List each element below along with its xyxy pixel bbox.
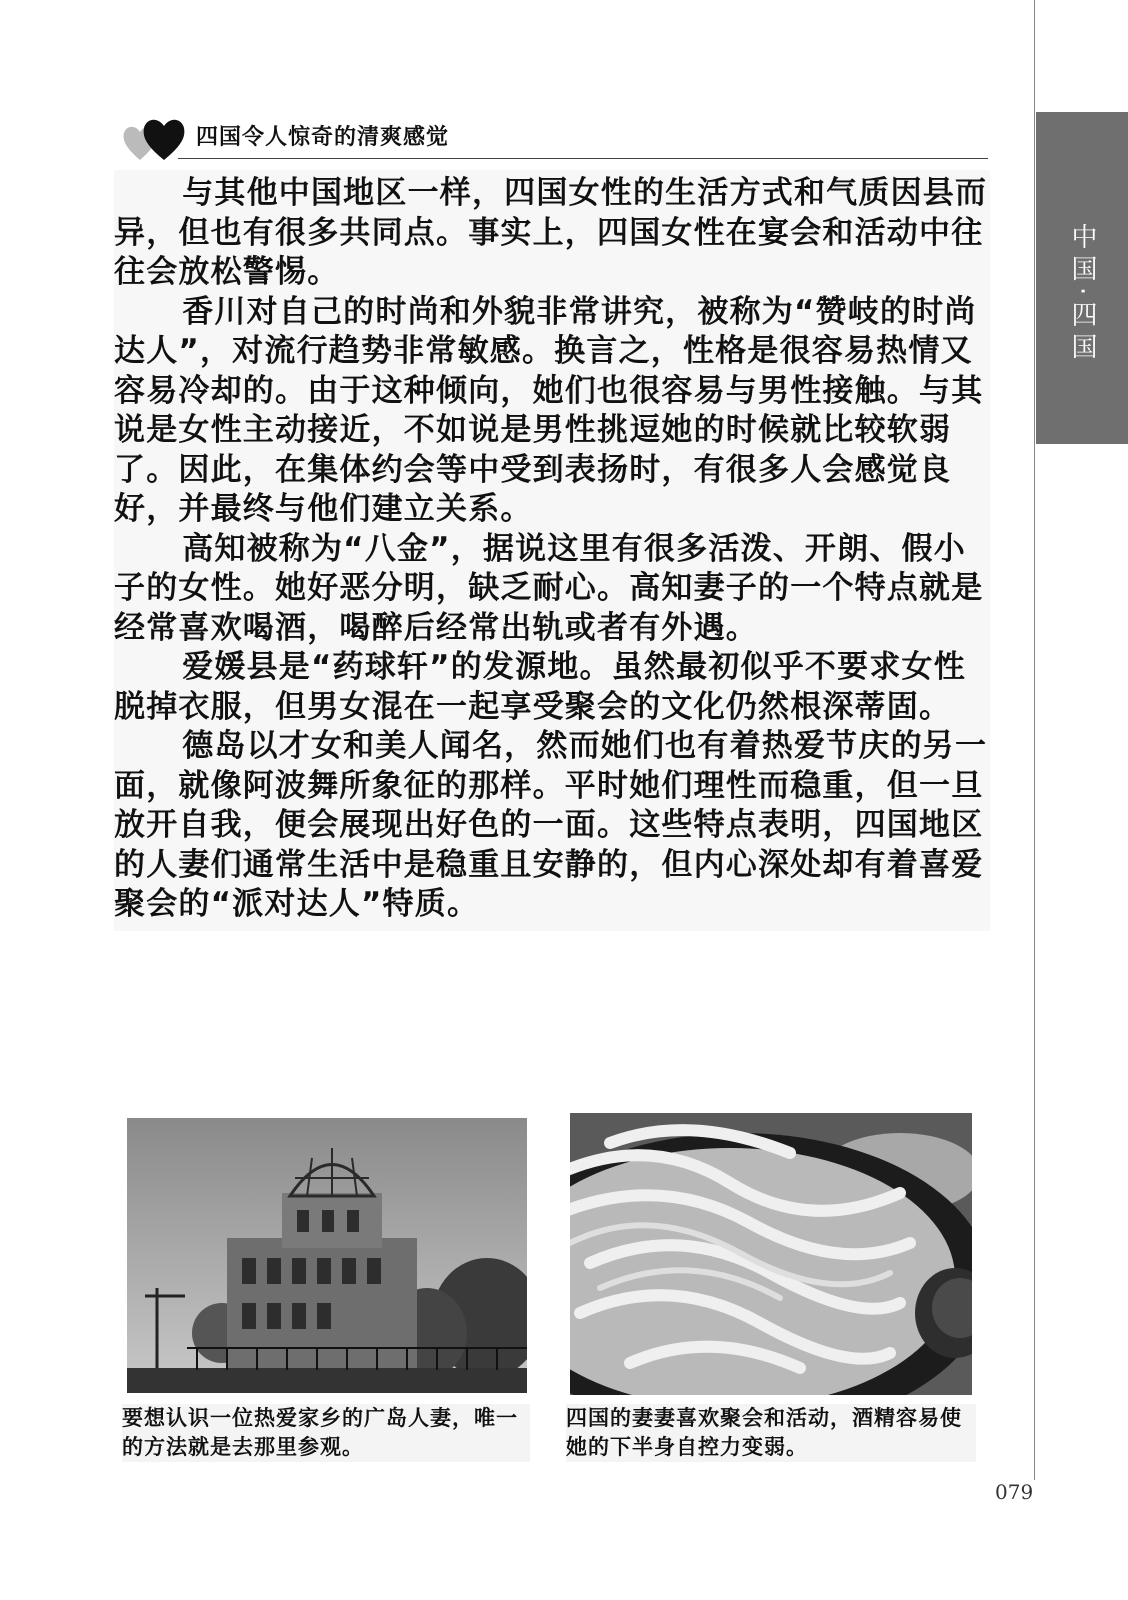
paragraph: 脱掉衣服，但男女混在一起享受聚会的文化仍然根深蒂固。 [114,688,952,725]
photo-udon-noodles [570,1113,972,1395]
paragraph: 高知被称为“八金”，据说这里有很多活泼、开朗、假小子的女性。她好恶分明，缺乏耐心。高知妻子的一个特点就是经常喜欢喝酒，喝醉后经常出轨或者有外遇。 [114,530,984,646]
photo-caption-left: 要想认识一位热爱家乡的广岛人妻，唯一的方法就是去那里参观。 [122,1404,530,1462]
margin-rule [1034,0,1035,1480]
paragraph: 爱媛县是“药球轩”的发源地。虽然最初似乎不要求女性 [182,649,966,685]
hearts-icon [120,114,186,162]
side-tab-label: 中国·四国 [1067,222,1097,366]
photo-caption-right: 四国的妻妻喜欢聚会和活动，酒精容易使她的下半身自控力变弱。 [566,1404,976,1462]
paragraph: 与其他中国地区一样，四国女性的生活方式和气质因县而异，但也有很多共同点。事实上，四国女性在宴会和活动中往往会放松警惕。 [114,175,988,290]
paragraph: 德岛以才女和美人闻名，然而她们也有着热爱节庆的另一面，就像阿波舞所象征的那样。平时她们理性而稳重，但一旦放开自我，便会展现出好色的一面。这些特点表明，四国地区的人妻们通常生活中是稳重且安静的，但内心深处却有着喜爱聚会的“派对达人”特质。 [114,728,988,922]
chapter-side-tab [1036,112,1128,444]
header-divider [178,158,988,159]
dome-building-image [127,1118,527,1393]
photo-atomic-bomb-dome [127,1118,527,1393]
udon-bowl-image [570,1113,972,1395]
page-number: 079 [995,1480,1034,1504]
page-header [118,112,988,164]
article-body [114,170,990,931]
paragraph: 香川对自己的时尚和外貌非常讲究，被称为“赞岐的时尚达人”，对流行趋势非常敏感。换言之，性格是很容易热情又容易冷却的。由于这种倾向，她们也很容易与男性接触。与其说是女性主动接近，不如说是男性挑逗她的时候就比较软弱了。因此，在集体约会等中受到表扬时，有很多人会感觉良好，并最终与他们建立关系。 [114,293,984,527]
chapter-title: 四国令人惊奇的清爽感觉 [196,125,450,150]
